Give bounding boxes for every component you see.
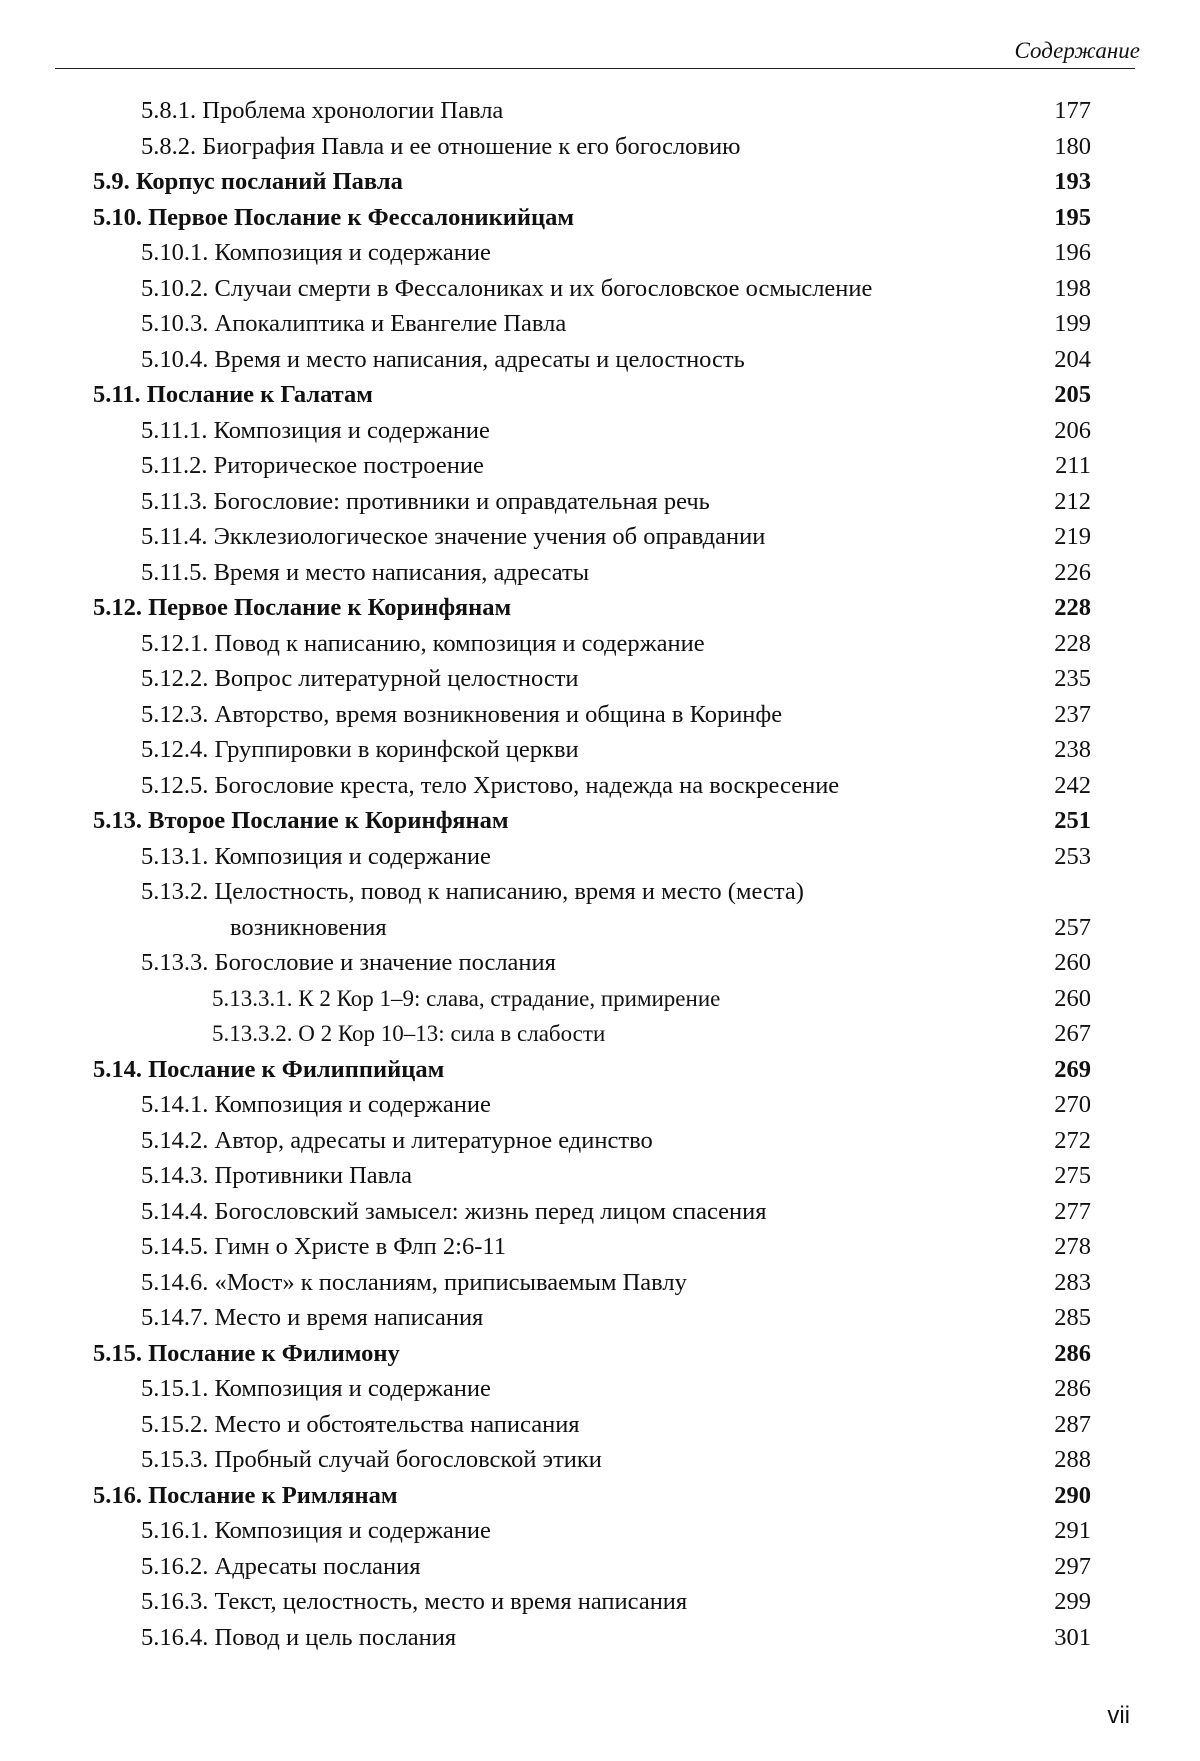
toc-entry-title: 5.9. Корпус посланий Павла	[93, 168, 403, 195]
toc-entry-title: 5.11.3. Богословие: противники и оправдательная речь	[141, 487, 710, 515]
toc-entry-title: 5.11. Послание к Галатам	[93, 381, 373, 408]
toc-entry-page: 286	[1054, 1339, 1091, 1367]
toc-entry	[0, 1336, 1200, 1372]
toc-entry	[0, 1584, 1200, 1620]
toc-entry-page: 219	[1054, 523, 1091, 550]
toc-entry	[0, 1158, 1200, 1194]
toc-entry	[0, 945, 1200, 981]
toc-entry-title: 5.13.3.2. О 2 Кор 10–13: сила в слабости	[212, 1021, 606, 1046]
toc-entry-title: 5.14.1. Композиция и содержание	[141, 1091, 491, 1118]
toc-entry-title: 5.8.1. Проблема хронологии Павла	[141, 97, 504, 124]
toc-entry-title: 5.13.2. Целостность, повод к написанию, время и место (места)	[141, 878, 804, 905]
toc-entry-title: 5.10. Первое Послание к Фессалоникийцам	[93, 203, 575, 231]
toc-entry	[0, 519, 1200, 555]
toc-entry	[0, 910, 1200, 946]
toc-entry	[0, 1371, 1200, 1407]
toc-entry-page: 269	[1054, 1055, 1091, 1083]
toc-entry-page: 299	[1054, 1588, 1091, 1615]
toc-entry	[0, 342, 1200, 378]
toc-entry	[0, 803, 1200, 839]
toc-entry	[0, 1229, 1200, 1265]
toc-entry-page: 270	[1054, 1091, 1091, 1118]
toc-entry	[0, 306, 1200, 342]
toc-entry-page: 260	[1054, 984, 1091, 1012]
toc-entry-title: 5.15.2. Место и обстоятельства написания	[141, 1410, 580, 1438]
toc-entry-page: 287	[1054, 1410, 1091, 1438]
toc-entry	[0, 768, 1200, 804]
toc-entry-page: 212	[1054, 487, 1091, 515]
toc-entry	[0, 129, 1200, 165]
toc-entry-page: 286	[1054, 1375, 1091, 1402]
toc-entry-title: 5.16.2. Адресаты послания	[141, 1552, 421, 1580]
toc-entry-title: 5.8.2. Биография Павла и ее отношение к его богословию	[141, 132, 741, 160]
toc-entry-page: 235	[1054, 665, 1091, 692]
toc-entry-title: 5.14.6. «Мост» к посланиям, приписываемым Павлу	[141, 1268, 687, 1296]
toc-entry-page: 257	[1054, 913, 1091, 941]
toc-entry	[0, 484, 1200, 520]
toc-entry-title: 5.13.3. Богословие и значение послания	[141, 949, 556, 976]
toc-entry	[0, 1549, 1200, 1585]
toc-entry-title: 5.10.1. Композиция и содержание	[141, 239, 491, 266]
toc-entry	[0, 164, 1200, 200]
toc-entry-title: 5.14.4. Богословский замысел: жизнь перед лицом спасения	[141, 1197, 767, 1225]
toc-entry-title: 5.11.5. Время и место написания, адресаты	[141, 558, 590, 586]
toc-entry-page: 291	[1054, 1517, 1091, 1544]
toc-entry-title: 5.10.4. Время и место написания, адресаты и целостность	[141, 345, 745, 373]
toc-entry	[0, 1620, 1200, 1656]
toc-entry-title: 5.15. Послание к Филимону	[93, 1339, 400, 1367]
toc-entry-page: 242	[1054, 771, 1091, 799]
toc-entry	[0, 93, 1200, 129]
toc-entry-title: 5.12.2. Вопрос литературной целостности	[141, 665, 579, 692]
toc-entry-title: 5.14. Послание к Филиппийцам	[93, 1055, 445, 1083]
page-number: vii	[1107, 1702, 1130, 1729]
toc-entry	[0, 377, 1200, 413]
toc-entry-page: 199	[1054, 310, 1091, 337]
toc-entry	[0, 697, 1200, 733]
toc-entry	[0, 661, 1200, 697]
toc-entry	[0, 1052, 1200, 1088]
toc-entry-page: 196	[1054, 239, 1091, 266]
toc-entry-page: 195	[1054, 203, 1091, 231]
toc-entry-page: 253	[1054, 842, 1091, 870]
toc-entry-title: 5.11.4. Экклезиологическое значение учения об оправдании	[141, 523, 766, 550]
toc-entry	[0, 555, 1200, 591]
toc-entry-page: 278	[1054, 1233, 1091, 1260]
toc-entry-page: 228	[1054, 629, 1091, 657]
toc-entry-title: 5.16.3. Текст, целостность, место и время написания	[141, 1588, 688, 1615]
toc-entry-page: 260	[1054, 949, 1091, 976]
toc-entry-page: 206	[1054, 416, 1091, 444]
toc-entry-title: 5.11.1. Композиция и содержание	[141, 416, 490, 444]
toc-entry	[0, 1016, 1200, 1052]
toc-entry	[0, 271, 1200, 307]
toc-entry	[0, 981, 1200, 1017]
toc-entry-page: 238	[1054, 736, 1091, 763]
running-header	[55, 28, 1140, 69]
toc-entry-title: 5.14.3. Противники Павла	[141, 1162, 413, 1189]
toc-entry-title: 5.15.3. Пробный случай богословской этики	[141, 1446, 602, 1473]
toc-entry	[0, 448, 1200, 484]
toc-entry-page: 198	[1054, 274, 1091, 302]
toc-entry-title: 5.16. Послание к Римлянам	[93, 1481, 398, 1509]
toc-entry-page: 290	[1054, 1481, 1091, 1509]
toc-entry	[0, 1123, 1200, 1159]
toc-entry-page: 285	[1054, 1304, 1091, 1331]
table-of-contents	[0, 93, 1200, 1655]
toc-entry-page: 205	[1054, 381, 1091, 408]
toc-entry-page: 251	[1054, 807, 1091, 834]
toc-entry-page: 297	[1054, 1552, 1091, 1580]
running-title: Содержание	[1014, 38, 1140, 63]
toc-entry-page: 283	[1054, 1268, 1091, 1296]
toc-entry-page: 204	[1054, 345, 1091, 373]
toc-entry-title: 5.12.4. Группировки в коринфской церкви	[141, 736, 579, 763]
toc-entry-page: 277	[1054, 1197, 1091, 1225]
toc-entry-title: 5.12.5. Богословие креста, тело Христово, надежда на воскресение	[141, 771, 840, 799]
toc-entry-title: 5.14.7. Место и время написания	[141, 1304, 484, 1331]
toc-entry	[0, 413, 1200, 449]
toc-entry	[0, 626, 1200, 662]
toc-entry-page: 177	[1054, 97, 1091, 124]
toc-entry	[0, 1194, 1200, 1230]
toc-entry-page: 301	[1054, 1623, 1091, 1651]
toc-entry-title: 5.16.1. Композиция и содержание	[141, 1517, 491, 1544]
toc-entry-page: 267	[1054, 1020, 1091, 1047]
toc-entry	[0, 1087, 1200, 1123]
toc-entry	[0, 874, 1200, 910]
toc-entry	[0, 1478, 1200, 1514]
toc-entry-page: 193	[1054, 168, 1091, 195]
toc-entry-page: 228	[1054, 594, 1091, 621]
toc-entry	[0, 1442, 1200, 1478]
toc-entry	[0, 200, 1200, 236]
toc-entry-title: 5.12.1. Повод к написанию, композиция и содержание	[141, 629, 705, 657]
toc-entry	[0, 839, 1200, 875]
toc-entry	[0, 235, 1200, 271]
toc-entry-title: возникновения	[230, 913, 387, 941]
toc-entry-page: 272	[1054, 1126, 1091, 1154]
toc-entry-title: 5.12. Первое Послание к Коринфянам	[93, 594, 512, 621]
toc-entry	[0, 732, 1200, 768]
toc-entry-title: 5.12.3. Авторство, время возникновения и община в Коринфе	[141, 700, 783, 728]
toc-entry	[0, 1300, 1200, 1336]
toc-entry	[0, 590, 1200, 626]
toc-entry-page: 226	[1054, 558, 1091, 586]
toc-entry	[0, 1265, 1200, 1301]
toc-entry-title: 5.13.1. Композиция и содержание	[141, 842, 491, 870]
toc-entry	[0, 1407, 1200, 1443]
toc-entry-title: 5.10.2. Случаи смерти в Фессалониках и их богословское осмысление	[141, 274, 873, 302]
toc-entry-title: 5.13. Второе Послание к Коринфянам	[93, 807, 509, 834]
toc-entry-page: 237	[1054, 700, 1091, 728]
toc-entry-page: 288	[1054, 1446, 1091, 1473]
toc-entry-title: 5.10.3. Апокалиптика и Евангелие Павла	[141, 310, 567, 337]
toc-entry-title: 5.13.3.1. К 2 Кор 1–9: слава, страдание, примирение	[212, 985, 721, 1011]
toc-entry-title: 5.14.2. Автор, адресаты и литературное единство	[141, 1126, 653, 1154]
toc-entry-page: 275	[1054, 1162, 1091, 1189]
toc-entry-title: 5.14.5. Гимн о Христе в Флп 2:6-11	[141, 1233, 506, 1260]
toc-entry-title: 5.16.4. Повод и цель послания	[141, 1623, 457, 1651]
toc-entry-title: 5.15.1. Композиция и содержание	[141, 1375, 491, 1402]
toc-entry-page: 211	[1055, 452, 1091, 479]
toc-entry-page: 180	[1054, 132, 1091, 160]
toc-entry	[0, 1513, 1200, 1549]
toc-entry-title: 5.11.2. Риторическое построение	[141, 452, 484, 479]
